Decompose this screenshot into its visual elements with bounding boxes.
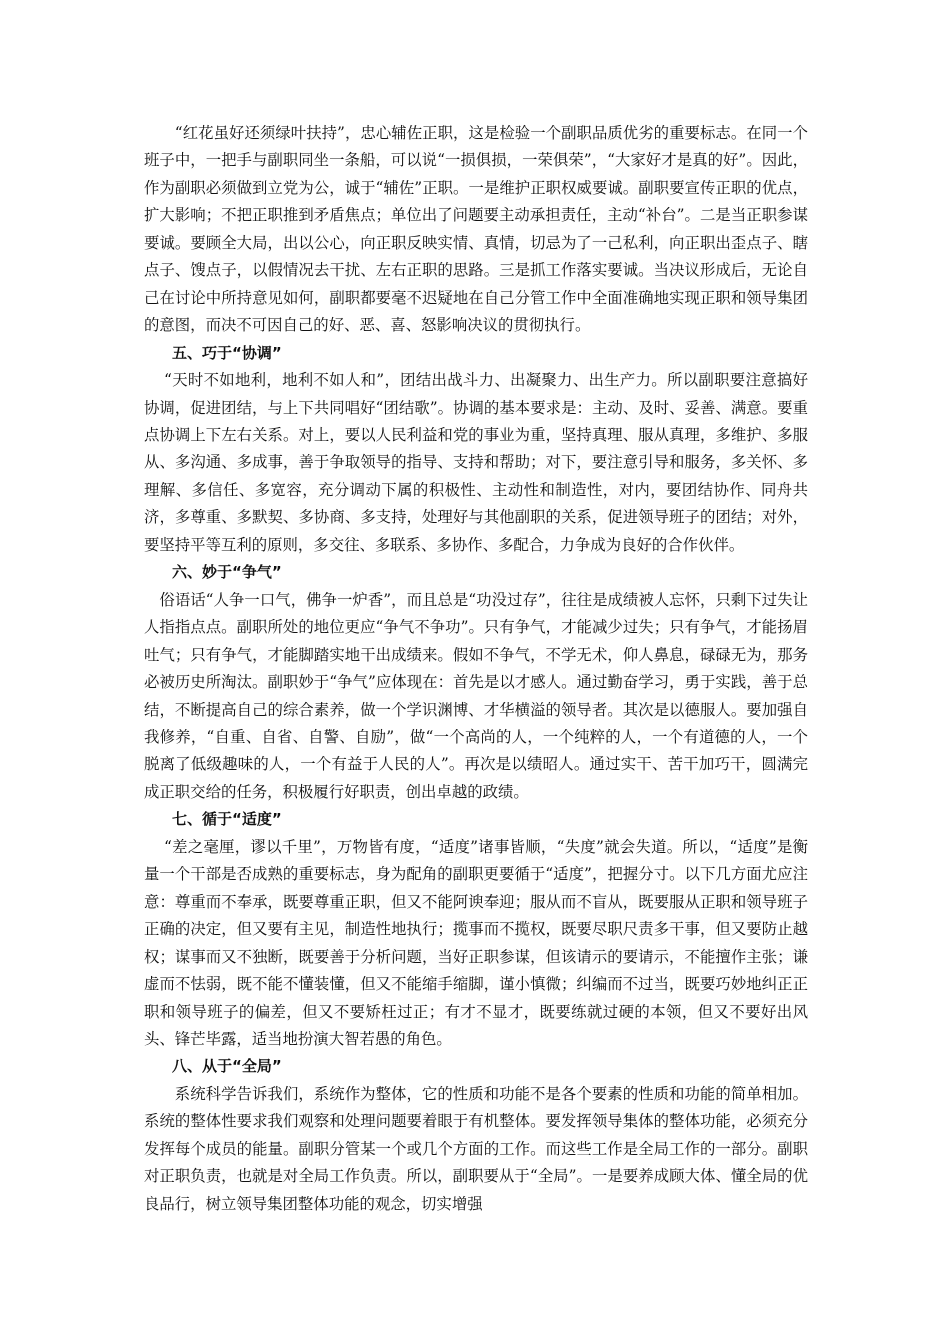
section-body-5: “天时不如地利，地利不如人和”，团结出战斗力、出凝聚力、出生产力。所以副职要注意搞好协调，促进团结，与上下共同唱好“团结歌”。协调的基本要求是：主动、及时、妥善、满意。要重点协调上下左右关系。对上，要以人民利益和党的事业为重，坚持真理、服从真理，多维护、多服从、多沟通、多成事，善于争取领导的指导、支持和帮助；对下，要注意引导和服务，多关怀、多理解、多信任、多宽容，充分调动下属的积极性、主动性和制造性，对内，要团结协作、同舟共济，多尊重、多默契、多协商、多支持，处理好与其他副职的关系，促进领导班子的团结；对外，要坚持平等互利的原则，多交往、多联系、多协作、多配合，力争成为良好的合作伙伴。 [144,371,808,554]
section-body-7: “差之毫厘，谬以千里”，万物皆有度，“适度”诸事皆顺，“失度”就会失道。所以，“适度”是衡量一个干部是否成熟的重要标志，身为配角的副职更要循于“适度”，把握分寸。以下几方面尤应注意：尊重而不奉承，既要尊重正职，但又不能阿谀奉迎；服从而不盲从，既要服从正职和领导班子正确的决定，但又要有主见，制造性地执行；揽事而不揽权，既要尽职尺责多干事，但又要防止越权；谋事而又不独断，既要善于分析问题，当好正职参谋，但该请示的要请示，不能擅作主张；谦虚而不怯弱，既不能不懂装懂，但又不能缩手缩脚，谨小慎微；纠编而不过当，既要巧妙地纠正正职和领导班子的偏差，但又不要矫枉过正；有才不显才，既要练就过硬的本领，但又不要好出风头、锋芒毕露，适当地扮演大智若愚的角色。 [144,837,808,1048]
section-heading-5: 五、巧于“协调” [172,343,282,362]
section-body-6: 俗语话“人争一口气，佛争一炉香”，而且总是“功没过存”，往往是成绩被人忘怀，只剩下过失让人指指点点。副职所处的地位更应“争气不争功”。只有争气，才能减少过失；只有争气，才能扬眉吐气；只有争气，才能脚踏实地干出成绩来。假如不争气，不学无术，仰人鼻息，碌碌无为，那务必被历史所淘汰。副职妙于“争气”应体现在：首先是以才感人。通过勤奋学习，勇于实践，善于总结，不断提高自己的综合素养，做一个学识渊博、才华横溢的领导者。其次是以德服人。要加强自我修养，“自重、自省、自警、自励”，做“一个高尚的人，一个纯粹的人，一个有道德的人，一个脱离了低级趣味的人，一个有益于人民的人”。再次是以绩昭人。通过实干、苦干加巧干，圆满完成正职交给的任务，积极履行好职责，创出卓越的政绩。 [144,590,808,801]
document-page [144,120,808,1218]
section-heading-8: 八、从于“全局” [172,1057,282,1076]
section-body-8: 系统科学告诉我们，系统作为整体，它的性质和功能不是各个要素的性质和功能的简单相加。系统的整体性要求我们观察和处理问题要着眼于有机整体。要发挥领导集体的整体功能，必须充分发挥每个成员的能量。副职分管某一个或几个方面的工作。而这些工作是全局工作的一部分。副职对正职负责，也就是对全局工作负责。所以，副职要从于“全局”。一是要养成顾大体、懂全局的优良品行，树立领导集团整体功能的观念，切实增强 [144,1084,808,1213]
section-heading-6: 六、妙于“争气” [172,563,282,582]
section-heading-7: 七、循于“适度” [172,810,282,829]
intro-paragraph: “红花虽好还须绿叶扶持”，忠心辅佐正职，这是检验一个副职品质优劣的重要标志。在同一个班子中，一把手与副职同坐一条船，可以说“一损俱损，一荣俱荣”，“大家好才是真的好”。因此，作为副职必须做到立党为公，诚于“辅佐”正职。一是维护正职权威要诚。副职要宣传正职的优点，扩大影响；不把正职推到矛盾焦点；单位出了问题要主动承担责任，主动“补台”。二是当正职参谋要诚。要顾全大局，出以公心，向正职反映实情、真情，切忌为了一己私利，向正职出歪点子、瞎点子、馊点子，以假情况去干扰、左右正职的思路。三是抓工作落实要诚。当决议形成后，无论自己在讨论中所持意见如何，副职都要毫不迟疑地在自己分管工作中全面准确地实现正职和领导集团的意图，而决不可因自己的好、恶、喜、怒影响决议的贯彻执行。 [144,124,808,335]
